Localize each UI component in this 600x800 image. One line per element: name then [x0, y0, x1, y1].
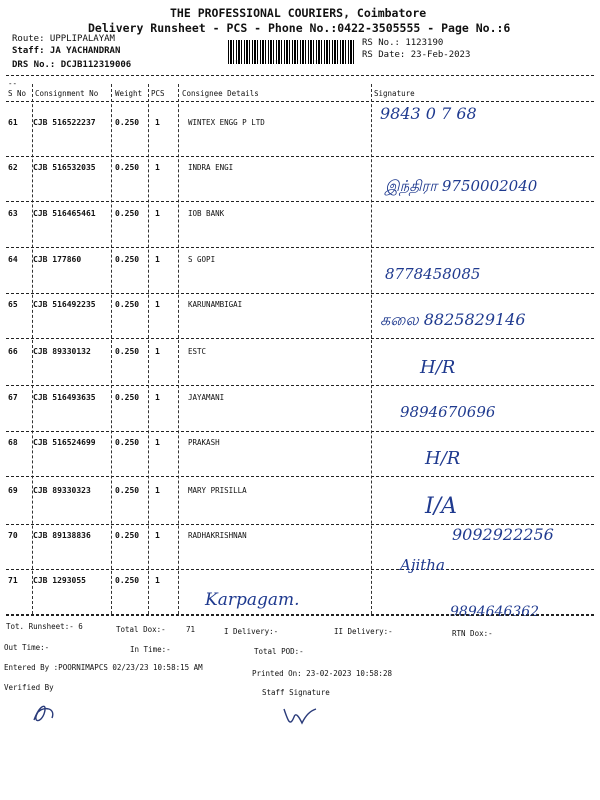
- rs-date: RS Date: 23-Feb-2023: [362, 50, 471, 60]
- row-consignment: CJB 516492235: [33, 300, 96, 309]
- row-weight: 0.250: [115, 531, 140, 540]
- row-sno: 69: [8, 486, 18, 495]
- row-consignee: RADHAKRISHNAN: [188, 531, 247, 540]
- row-weight: 0.250: [115, 255, 140, 264]
- row-consignment: CJB 516524699: [33, 438, 96, 447]
- row-sno: 63: [8, 209, 18, 218]
- row-sno: 68: [8, 438, 18, 447]
- row-pcs: 1: [155, 209, 160, 218]
- row-consignee: IOB BANK: [188, 209, 225, 218]
- staff-signature-icon: [280, 703, 320, 729]
- signature-karpagam: Karpagam.: [205, 590, 300, 610]
- row-sno: 65: [8, 300, 18, 309]
- row-consignment: CJB 89330323: [33, 486, 91, 495]
- col-consignee: Consignee Details: [182, 89, 259, 98]
- row-signature: 9092922256: [452, 525, 554, 544]
- row-divider: [6, 247, 594, 248]
- staff-label: Staff: JA YACHANDRAN: [12, 46, 121, 56]
- ii-delivery: II Delivery:-: [334, 627, 393, 636]
- row-consignment: CJB 516522237: [33, 118, 96, 127]
- row-consignment: CJB 177860: [33, 255, 82, 264]
- col-weight: Weight: [115, 89, 143, 98]
- signature-mobile-71: 9894646362: [450, 604, 540, 620]
- row-pcs: 1: [155, 531, 160, 540]
- col-pcs: PCS: [151, 89, 165, 98]
- runsheet-subtitle: Delivery Runsheet - PCS - Phone No.:0422-3505555 - Page No.:6: [88, 21, 511, 35]
- company-title: THE PROFESSIONAL COURIERS, Coimbatore: [170, 6, 427, 20]
- row-pcs: 1: [155, 255, 160, 264]
- col-consignment: Consignment No: [35, 89, 99, 98]
- row-divider: [6, 569, 594, 570]
- col-sno: S No: [8, 89, 27, 98]
- row-sno: 61: [8, 118, 18, 127]
- row-signature: Ajitha: [400, 556, 445, 574]
- row-divider: [6, 201, 594, 202]
- row-weight: 0.250: [115, 393, 140, 402]
- row-weight: 0.250: [115, 209, 140, 218]
- row-pcs: 1: [155, 347, 160, 356]
- row-consignee: WINTEX ENGG P LTD: [188, 118, 265, 127]
- total-pod: Total POD:-: [254, 647, 304, 656]
- row-consignment: CJB 516465461: [33, 209, 96, 218]
- row-pcs: 1: [155, 486, 160, 495]
- row-weight: 0.250: [115, 347, 140, 356]
- row-divider: [6, 338, 594, 339]
- row-weight: 0.250: [115, 486, 140, 495]
- header-bottom-divider: [6, 101, 594, 102]
- barcode: [228, 40, 356, 64]
- row-weight: 0.250: [115, 163, 140, 172]
- entered-by: Entered By :POORNIMAPCS 02/23/23 10:58:15 AM: [4, 663, 203, 672]
- row-pcs: 1: [155, 118, 160, 127]
- header-divider: [6, 75, 594, 76]
- row-signature: 9843 0 7 68: [380, 104, 477, 123]
- row-pcs: 1: [155, 393, 160, 402]
- row-consignee: S GOPI: [188, 255, 216, 264]
- row-weight: 0.250: [115, 576, 140, 585]
- row-pcs: 1: [155, 163, 160, 172]
- row-consignment: CJB 516532035: [33, 163, 96, 172]
- mark: --: [8, 79, 18, 88]
- col-signature: Signature: [374, 89, 415, 98]
- row-pcs: 1: [155, 300, 160, 309]
- row-consignee: MARY PRISILLA: [188, 486, 247, 495]
- printed-on: Printed On: 23-02-2023 10:58:28: [252, 669, 392, 678]
- row-pcs: 1: [155, 438, 160, 447]
- rs-no: RS No.: 1123190: [362, 38, 444, 48]
- row-weight: 0.250: [115, 438, 140, 447]
- row-divider: [6, 293, 594, 294]
- i-delivery: I Delivery:-: [224, 627, 279, 636]
- row-signature: 9894670696: [400, 403, 496, 421]
- col-divider: [178, 84, 179, 614]
- total-dox-value: 71: [186, 625, 196, 634]
- staff-signature: Staff Signature: [262, 688, 330, 697]
- row-signature: H/R: [420, 357, 456, 378]
- row-weight: 0.250: [115, 300, 140, 309]
- route-label: Route: UPPLIPALAYAM: [12, 34, 115, 44]
- row-sno: 64: [8, 255, 18, 264]
- rtn-dox: RTN Dox:-: [452, 629, 493, 638]
- row-sno: 67: [8, 393, 18, 402]
- row-consignee: INDRA ENGI: [188, 163, 234, 172]
- row-signature: I/A: [425, 494, 457, 519]
- footer-divider: [6, 615, 594, 616]
- drs-label: DRS No.: DCJB112319006: [12, 60, 132, 70]
- row-consignee: KARUNAMBIGAI: [188, 300, 243, 309]
- row-signature: கலை 8825829146: [380, 310, 526, 329]
- verifier-signature-icon: [26, 700, 66, 726]
- col-divider: [371, 84, 372, 614]
- row-consignee: PRAKASH: [188, 438, 220, 447]
- row-weight: 0.250: [115, 118, 140, 127]
- row-consignee: JAYAMANI: [188, 393, 225, 402]
- row-signature: H/R: [425, 448, 461, 469]
- row-sno: 66: [8, 347, 18, 356]
- row-consignment: CJB 1293055: [33, 576, 86, 585]
- row-sno: 62: [8, 163, 18, 172]
- col-divider: [111, 84, 112, 614]
- row-pcs: 1: [155, 576, 160, 585]
- row-signature: 8778458085: [385, 265, 481, 283]
- row-divider: [6, 476, 594, 477]
- row-consignment: CJB 516493635: [33, 393, 96, 402]
- row-divider: [6, 431, 594, 432]
- row-divider: [6, 385, 594, 386]
- tot-runsheet: Tot. Runsheet:- 6: [6, 622, 83, 631]
- row-sno: 71: [8, 576, 18, 585]
- row-sno: 70: [8, 531, 18, 540]
- out-time: Out Time:-: [4, 643, 50, 652]
- row-divider: [6, 156, 594, 157]
- in-time: In Time:-: [130, 645, 171, 654]
- row-signature: இந்திரா 9750002040: [385, 177, 538, 195]
- verified-by: Verified By: [4, 683, 54, 692]
- row-consignment: CJB 89138836: [33, 531, 91, 540]
- col-divider: [148, 84, 149, 614]
- row-consignment: CJB 89330132: [33, 347, 91, 356]
- total-dox-label: Total Dox:-: [116, 625, 166, 634]
- row-consignee: ESTC: [188, 347, 207, 356]
